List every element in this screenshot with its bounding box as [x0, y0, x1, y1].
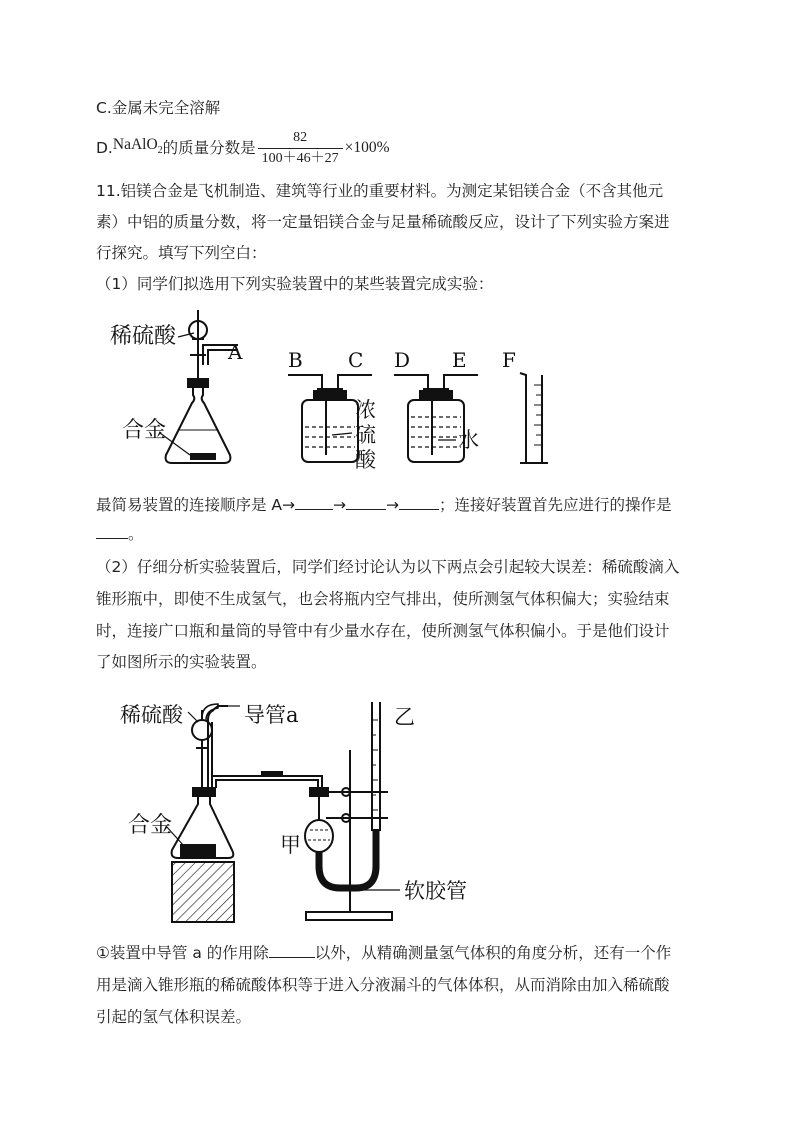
fig1-label-b: B	[288, 348, 303, 372]
blank-5[interactable]	[269, 943, 315, 958]
fig1-label-c: C	[348, 348, 364, 372]
option-d-prefix: D.	[96, 139, 113, 157]
fraction-denominator: 100＋46＋27	[261, 150, 339, 166]
option-d-fraction	[258, 128, 343, 169]
q11-line-2: 素）中铝的质量分数，将一定量铝镁合金与足量稀硫酸反应，设计了下列实验方案进	[96, 213, 670, 231]
fig2-acid-label: 稀硫酸	[120, 703, 183, 727]
order-line: 最简易装置的连接顺序是 A→ → → ；连接好装置首先应进行的操作是	[96, 496, 672, 514]
q1-line-2: 用是滴入锥形瓶的稀硫酸体积等于进入分液漏斗的气体体积，从而消除由加入稀硫酸	[96, 976, 670, 994]
fig1-conc-2: 硫	[355, 423, 376, 447]
fraction-numerator: 82	[258, 128, 343, 149]
q1-line-3: 引起的氢气体积误差。	[96, 1008, 252, 1026]
option-d-suffix: ×100%	[344, 139, 390, 156]
fig1-label-d: D	[394, 348, 411, 372]
part-2-line-2: 锥形瓶中，即使不生成氢气，也会将瓶内空气排出，使所测氢气体积偏大；实验结束	[96, 590, 670, 608]
option-d-mid: 的质量分数是	[162, 139, 256, 157]
blank-1[interactable]	[295, 495, 333, 510]
apparatus-figure-1	[100, 305, 700, 475]
fig2-alloy-label: 合金	[128, 813, 173, 838]
order-line-2: 。	[96, 524, 144, 544]
fig1-label-e: E	[452, 348, 467, 372]
fig1-conc-3: 酸	[355, 448, 376, 472]
blank-2[interactable]	[346, 495, 386, 510]
blank-3[interactable]	[399, 495, 439, 510]
option-d	[96, 128, 390, 168]
part-2-line-1: （2）仔细分析实验装置后，同学们经讨论认为以下两点会引起较大误差：稀硫酸滴入	[96, 558, 680, 576]
blank-4[interactable]	[96, 524, 128, 539]
fig2-yi-label: 乙	[394, 705, 415, 729]
part-2-line-3: 时，连接广口瓶和量筒的导管中有少量水存在，使所测氢气体积偏小。于是他们设计	[96, 622, 670, 640]
q11-line-1: 11.铝镁合金是飞机制造、建筑等行业的重要材料。为测定某铝镁合金（不含其他元	[96, 182, 664, 200]
fig1-label-f: F	[502, 348, 516, 372]
part-1-heading: （1）同学们拟选用下列实验装置中的某些装置完成实验：	[96, 275, 494, 293]
fig1-label-a: A	[228, 340, 243, 364]
fig2-hose-label: 软胶管	[404, 879, 467, 903]
fig1-conc-1: 浓	[355, 398, 376, 422]
fig1-water-label: 水	[458, 428, 479, 452]
apparatus-figure-2	[110, 690, 467, 930]
fig2-jia-label: 甲	[280, 833, 301, 857]
option-d-formula: NaAlO$_2$	[112, 135, 163, 157]
fig2-tube-a-label: 导管a	[244, 703, 299, 727]
part-2-line-4: 了如图所示的实验装置。	[96, 653, 267, 671]
q11-line-3: 行探究。填写下列空白：	[96, 244, 267, 262]
fig1-acid-label: 稀硫酸	[110, 324, 177, 349]
option-c: C.金属未完全溶解	[96, 99, 221, 117]
fig1-alloy-label: 合金	[122, 418, 167, 443]
q1-line-1: ①装置中导管 a 的作用除 以外，从精确测量氢气体积的角度分析，还有一个作	[96, 944, 672, 962]
